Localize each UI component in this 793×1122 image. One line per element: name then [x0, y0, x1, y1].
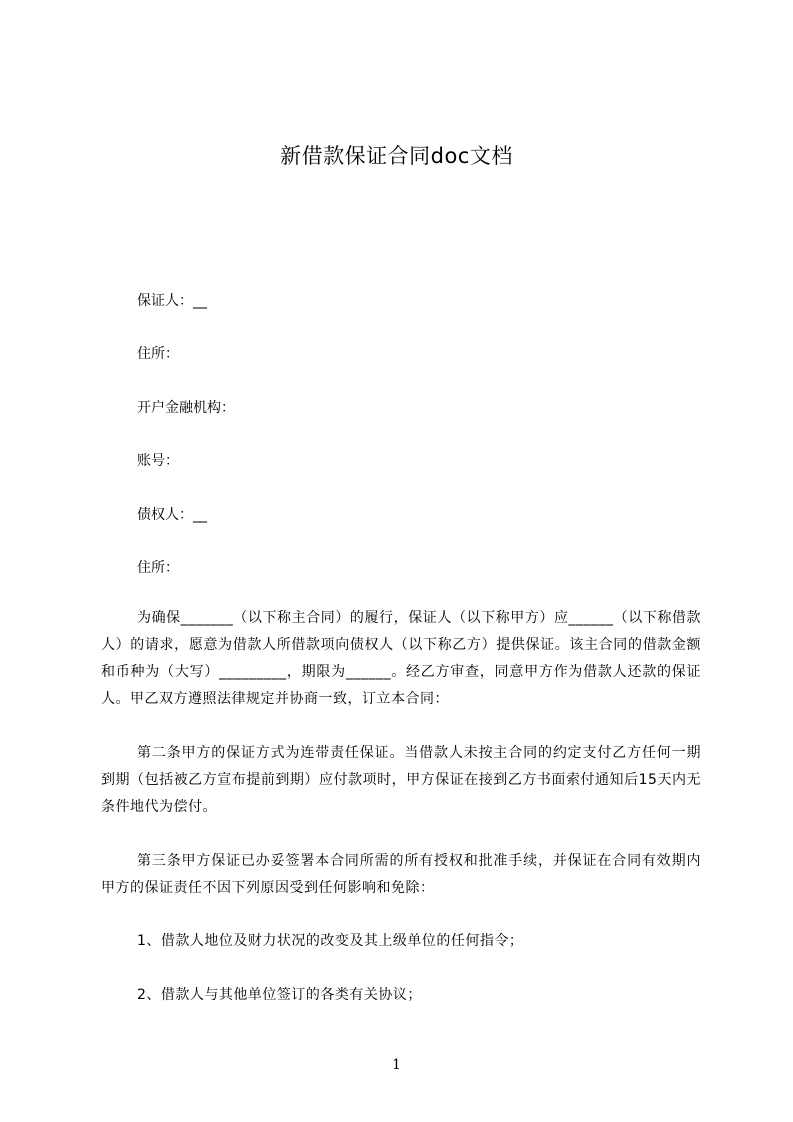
list-item: 2、借款人与其他单位签订的各类有关协议； [137, 987, 422, 1003]
list-item: 1、借款人地位及财力状况的改变及其上级单位的任何指令； [137, 933, 524, 949]
creditor-address-field: 住所： [137, 560, 179, 576]
article-3-paragraph: 第三条甲方保证已办妥签署本合同所需的所有授权和批准手续，并保证在合同有效期内甲方的保证责任不因下列原因受到任何影响和免除： [101, 853, 701, 896]
account-field: 账号： [137, 453, 179, 469]
page-number: 1 [392, 1057, 401, 1073]
preamble-paragraph: 为确保_______（以下称主合同）的履行，保证人（以下称甲方）应______（以下称借款人）的请求，愿意为借款人所借款项向债权人（以下称乙方）提供保证。该主合同的借款金额和币种为（大写）_________，期限为______。经乙方审查，同意甲方作为借款人还款的保证人。甲乙双方遵照法律规定并协商一致，订立本合同： [101, 610, 701, 707]
guarantor-field: 保证人：__ [137, 293, 207, 309]
guarantor-address-field: 住所： [137, 346, 179, 362]
document-title: 新借款保证合同doc文档 [280, 144, 513, 168]
article-2-paragraph: 第二条甲方的保证方式为连带责任保证。当借款人未按主合同的约定支付乙方任何一期到期（包括被乙方宣布提前到期）应付款项时，甲方保证在接到乙方书面索付通知后15天内无条件地代为偿付。 [101, 745, 701, 815]
creditor-field: 债权人：__ [137, 507, 207, 523]
bank-field: 开户金融机构： [137, 400, 235, 416]
